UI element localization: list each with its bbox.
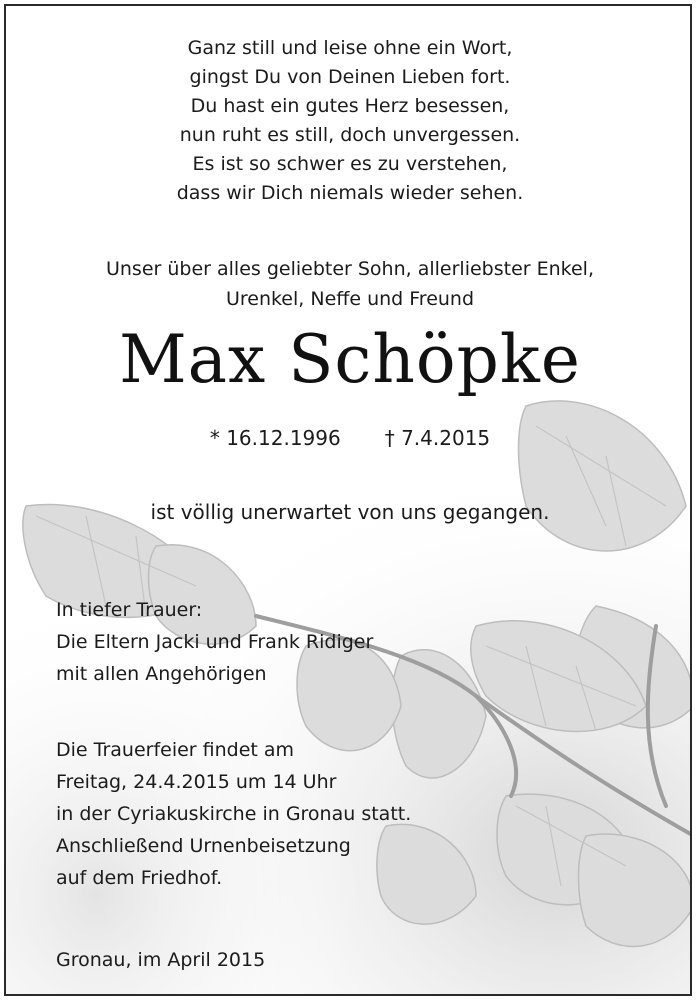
poem-line: Du hast ein gutes Herz besessen, xyxy=(190,95,510,117)
poem-line: gingst Du von Deinen Lieben fort. xyxy=(189,66,511,88)
birth-date: * 16.12.1996 xyxy=(209,426,341,450)
mourners-line: In tiefer Trauer: xyxy=(56,599,203,621)
deceased-name: Max Schöpke xyxy=(119,321,581,398)
service-line: auf dem Friedhof. xyxy=(56,867,223,889)
service-line: Freitag, 24.4.2015 um 14 Uhr xyxy=(56,771,337,793)
intro-line: Unser über alles geliebter Sohn, allerliebster Enkel, xyxy=(105,258,595,280)
poem-line: dass wir Dich niemals wieder sehen. xyxy=(176,182,524,204)
service-line: Anschließend Urnenbeisetzung xyxy=(56,835,351,857)
intro-text xyxy=(6,254,692,314)
life-dates xyxy=(6,424,692,452)
mourners-line: Die Eltern Jacki und Frank Ridiger xyxy=(56,631,374,653)
place-and-date: Gronau, im April 2015 xyxy=(56,949,266,971)
poem-line: nun ruht es still, doch unvergessen. xyxy=(179,124,521,146)
mourners-line: mit allen Angehörigen xyxy=(56,663,267,685)
service-line: Die Trauerfeier findet am xyxy=(56,739,295,761)
poem-line: Ganz still und leise ohne ein Wort, xyxy=(187,37,513,59)
obituary-card xyxy=(4,4,692,996)
service-line: in der Cyriakuskirche in Gronau statt. xyxy=(56,803,412,825)
passing-statement: ist völlig unerwartet von uns gegangen. xyxy=(150,500,550,524)
mourners-block xyxy=(56,594,373,690)
death-date: † 7.4.2015 xyxy=(384,426,491,450)
funeral-service-block xyxy=(56,734,411,894)
intro-line: Urenkel, Neffe und Freund xyxy=(225,288,475,310)
poem-line: Es ist so schwer es zu verstehen, xyxy=(192,153,508,175)
poem xyxy=(6,34,692,208)
obituary-content xyxy=(6,6,692,996)
